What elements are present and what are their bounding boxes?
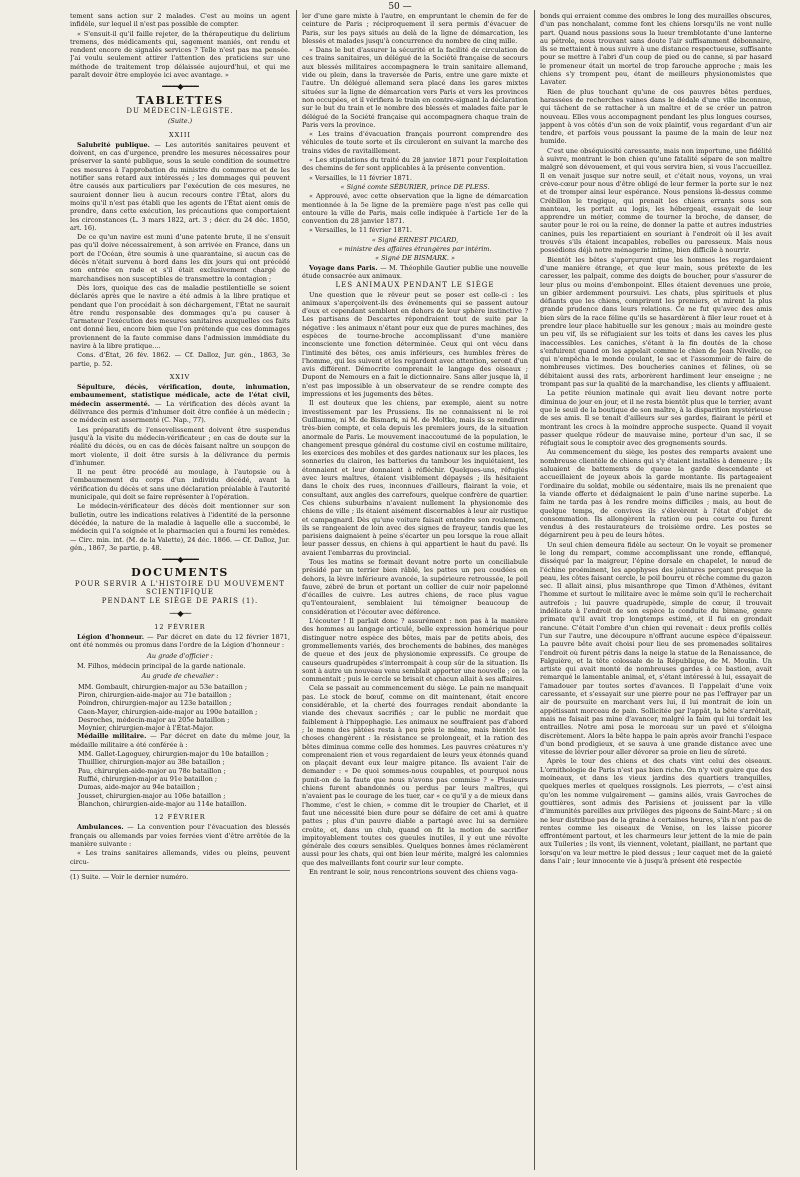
convention-paragraph: « Les trains d'évacuation français pourront comprendre des véhicules de toute sorte et ils circuleront en suivant la marche des trains vides de ravitaillement. <box>302 130 528 155</box>
section-23-paragraph: Salubrité publique. — Les autorités sanitaires peuvent et doivent, en cas d'urgence, prendre les mesures nécessaires pour préserver la santé publique, sous la seule condition de soumettre ces mesures à l'approbation du ministre du commerce et de les notifier sans retard aux intéressés ; les dommages qui peuvent être causés aux particuliers par l'exécution de ces mesures, ne sauraient donner lieu à aucun recours contre l'État, alors du moins qu'il n'est pas établi que les agents de l'État aient omis de prendre, dans cette exécution, les précautions que comportaient les circonstances (L. 3 mars 1822, art. 3 ; décr. du 24 déc. 1850, art. 16). <box>70 140 290 232</box>
tablettes-suite: (Suite.) <box>167 117 193 126</box>
article-paragraph: Bientôt les bêtes s'aperçurent que les hommes les regardaient d'une manière étrange, et que leur main, sous prétexte de les caresser, les palpait, comme des doigts de boucher, pour s'assurer de leur plus ou moins d'embonpoint. Elles étaient devenues une proie, un gibier ardemment poursuivi. Les chats, plus spirituels et plus défiants que les chiens, comprirent les premiers, et mirent la plus grande prudence dans leurs relations. Ce ne fut qu'avec des amis bien sûrs de la race féline qu'ils se hasardèrent à filer leur rouet et à prendre leur place habituelle sur les genoux ; mais au moindre geste un peu vif, ils se réfugiaient sur les toits et dans les caves les plus inaccessibles. Les caniches, s'étant à la fin doutés de la chose s'enfuirent quand on les appelait comme le chien de Jean Nivelle, ce qui n'empêcha le monde coulant, le sac et l'assommoir de faire de nombreuses victimes. Des boucheries canines et félines, où se débitaient aussi des rats, arborèrent hardiment leur enseigne ; ne trompant pas sur la qualité de la marchandise, les clients y affluaient. <box>540 255 772 389</box>
convention-paragraph: ler d'une gare mixte à l'autre, en empruntant le chemin de fer de ceinture de Paris ; réciproquement il sera permis d'évacuer de Paris, sur les pays situés au delà de la ligne de démarcation, les blessés et malades jusqu'à concurrence du nombre de cinq mille. <box>302 12 528 45</box>
section-24-paragraph: Il ne peut être procédé au moulage, à l'autopsie ou à l'embaumement du corps d'un individu décédé, avant la vérification du décès et sans une déclaration préalable à l'autorité municipale, qui doit se faire représenter à l'opération. <box>70 468 290 502</box>
ornament-divider: ━━━━◆━━━━ <box>162 82 198 92</box>
list-item: Blanchon, chirurgien-aide-major au 114e bataillon. <box>78 799 247 808</box>
article-paragraph: L'écouter ! Il parlait donc ? assurément : non pas à la manière des hommes au langage articulé, belle expression homérique pour distinguer notre espèce des bêtes, mais par de petits abois, des grommellements variés, des brochements de babines, des manèges de queue et des jeux de physionomie expressifs. Ce groupe de causeurs quadrupèdes s'interrompait à coup sûr de la situation. Ils sont à autre un nouveau venu semblait apporter une nouvelle ; on la commentait ; puis le cercle se brisait et chacun allait à ses affaires. <box>302 617 528 684</box>
convention-paragraph: « Versailles, le 11 février 1871. <box>309 173 412 182</box>
article-paragraph: Cela se passait au commencement du siège. Le pain ne manquait pas. Le stock de bœuf, comme on dit maintenant, était encore considérable, et la cherté des fourrages rendait abondante la viande des chevaux sacrifiés ; car le public ne mordait que faiblement à l'hippophagie. Les animaux ne souffraient pas d'abord ; le menu des pâtées resta à peu près le même, mais bientôt les choses changèrent : la résistance se prolongeait, et la ration des bêtes diminua comme celle des hommes. Les pauvres créatures n'y comprenaient rien et vous regardaient de leurs yeux étonnés quand on plaçait devant eux leur maigre pitance. Ils avaient l'air de demander : « De quoi sommes-nous coupables, et pourquoi nous punit-on de la faute que nous n'avons pas commise ? » Plusieurs chiens furent abandonnés ou perdus par leurs maîtres, qui n'avaient pas le courage de les tuer, car « ce qu'il y a de mieux dans l'homme, c'est le chien, » comme dit le troupier de Charlet, et il faut une nécessité bien dure pour se défaire de cet ami à quatre pattes ; plus d'un pauvre diable a partagé avec lui sa dernière croûte, et, dans un club, quand on fit la motion de sacrifier impitoyablement toutes ces gueules inutiles, il y eut une révolte générale des cœurs sensibles. Quelques bonnes âmes réclamèrent aussi pour les chats, qui ont bien leur mérite, malgré les calomnies que des malveillants font courir sur leur compte. <box>302 684 528 867</box>
column-rule-left <box>296 10 297 1170</box>
article-paragraph: Au commencement du siège, les postes des remparts avaient une nombreuse clientèle de chiens qui s'y étaient installés à demeure ; ils saluaient de battements de queue la garde descendante et accueillaient de joyeux abois la garde montante. Ils partageaient l'ordinaire du soldat, mobile ou sédentaire, mais ils ne prenaient que la viande offerte et dédaignaient le pain d'une narine superbe. La faim ne tarda pas à les rendre moins difficiles ; mais, au bout de quelque temps, de convives ils s'élevèrent à l'état d'objet de consommation. Ils allongèrent la ration ou peu courte ou furent vendus à des restaurateurs de troisième ordre. Les postes se dégarnirent peu à peu de leurs hôtes. <box>540 448 772 540</box>
tablettes-subtitle: DU MÉDECIN-LÉGISTE. <box>126 106 234 115</box>
animaux-title: LES ANIMAUX PENDANT LE SIÈGE <box>335 281 495 290</box>
legion-paragraph: Légion d'honneur. — Par décret en date du 12 février 1871, ont été nommés ou promus dans l'ordre de la Légion d'honneur : <box>70 633 290 650</box>
section-23-paragraph: De ce qu'un navire est muni d'une patente brute, il ne s'ensuit pas qu'il doive nécessairement, à son arrivée en France, dans un port de l'Océan, être soumis à une quarantaine, si aucun cas de décès n'était survenu à bord dans les dix jours qui ont précédé son entrée en rade et s'il était exclusivement chargé de marchandises non susceptibles de transmettre la contagion ; <box>70 233 290 283</box>
list-item: Caen-Mayer, chirurgien-aide-major au 190e bataillon ; <box>78 707 258 716</box>
section-23-citation: Cons. d'État, 26 fév. 1862. — Cf. Dalloz, Jur. gén., 1863, 3e partie, p. 52. <box>70 351 290 368</box>
grade-officier: Au grade d'officier : <box>147 651 213 660</box>
medaille-lead: Médaille militaire. <box>77 732 147 741</box>
section-24-paragraph: Les préparatifs de l'ensevelissement doivent être suspendus jusqu'à la visite du médecin-vérificateur ; en cas de doute sur la réalité du décès, ou en cas de décès faisant naître un soupçon de mort violente, il doit être sursis à la délivrance du permis d'inhumer. <box>70 425 290 467</box>
article-paragraph: Tous les matins se formait devant notre porte un conciliabule présidé par un terrier bien râblé, les pattes un peu coudées en dehors, la lèvre inférieure avancée, la supérieure retroussée, le poil fauve, zébré de brun et portant un collier de cuir noir papelonné d'écailles de cuivre. Les autres chiens, de race plus vague qu'l'entouraient, semblaient lui témoigner beaucoup de considération et l'écouter avec déférence. <box>302 558 528 616</box>
article-paragraph: Il est douteux que les chiens, par exemple, aient su notre investissement par les Prussiens. Ils ne connaissent ni le roi Guillaume, ni M. de Bismark, ni M. de Moltke, mais ils se rendirent très-bien compte, et cela depuis les premiers jours, de la situation anormale de Paris. Le mouvement inaccoutumé de la population, le changement presque général du costume civil en costume militaire, les exercices des mobiles et des gardes nationaux sur les places, les sonneries du clairon, les batteries du tambour les inquiétaient, les étonnaient et leur donnaient à réfléchir. Quelques-uns, réfugiés avec leurs maîtres, étaient visiblement dépaysés ; ils hésitaient dans le choix des rues, inconnues d'ailleurs, flairant la voie, et consultant, aux angles des carrefours, quelque confrère de quartier. Ces chiens suburbains n'avaient nullement la physionomie des chiens de ville ; ils étaient aisément discernables à leur air rustique et campagnard. Dès qu'une voiture faisait entendre son roulement, ils se rangeaient de loin avec des signes de frayeur, tandis que les parisiens daignaient à peine s'écarter un peu lorsque la roue allait leur passer dessus, en chiens à qui appartient le haut du pavé. Ils avaient l'embarras du provincial. <box>302 399 528 557</box>
list-item: Pau, chirurgien-aide-major au 78e bataillon ; <box>78 766 226 775</box>
footnote: (1) Suite. — Voir le dernier numéro. <box>70 870 290 881</box>
list-item: Moynier, chirurgien-major à l'État-Major. <box>78 724 214 733</box>
column-right <box>540 12 772 1174</box>
voyage-lead: Voyage dans Paris. <box>309 263 378 272</box>
signature: « Signé ERNEST PICARD, <box>371 235 459 244</box>
article-paragraph: Une question que le rêveur peut se poser est celle-ci : les animaux s'aperçoivent-ils des événements qui se passent autour d'eux et cependant semblent en dehors de leur sphère instinctive ? Les partisans de Descartes répondraient tout de suite par la négative : les animaux n'étant pour eux que de pures machines, des espèces de tourne-broche accomplissant d'une manière inconsciente une fonction déterminée. Ceux qui ont vécu dans l'intimité des bêtes, ces amis inférieurs, ces humbles frères de l'homme, qui les suivent et les regardent avec attention, seront d'un avis différent. Démocrite comprenait le langage des oiseaux ; Dupont de Nemours en a fait le dictionnaire. Sans aller jusque là, il n'est pas impossible à un observateur de se rendre compte des impressions et les jugements des bêtes. <box>302 290 528 399</box>
legion-lead: Légion d'honneur. <box>77 633 145 642</box>
page-number: 50 — <box>388 2 412 12</box>
list-item: Desroches, médecin-major au 205e bataillon ; <box>78 715 230 724</box>
documents-subtitle: POUR SERVIR A L'HISTOIRE DU MOUVEMENT SCIENTIFIQUE <box>74 579 286 596</box>
date-heading: 12 FÉVRIER <box>154 813 206 822</box>
documents-subtitle: PENDANT LE SIÈGE DE PARIS (1). <box>101 597 259 606</box>
convention-paragraph: « Dans le but d'assurer la sécurité et la facilité de circulation de ces trains sanitaires, un délégué de la Société française de secours aux blessés militaires accompagnera le train sanitaire allemand, vide ou plein, dans la traversée de Paris, entre une gare mixte et l'autre. Un délégué allemand sera placé dans les gares mixtes situées sur la ligne de démarcation vers Paris et vers les provinces non occupées, et il vérifiera le train en contre-signant la déclaration sur le but du train et le nombre des blessés et malades faite par le délégué de la Société française qui accompagnera chaque train de Paris vers la province. <box>302 46 528 129</box>
tablettes-title: TABLETTES <box>136 93 224 107</box>
article-paragraph: En rentrant le soir, nous rencontrions souvent des chiens vaga- <box>309 867 518 876</box>
convention-paragraph: « Les stipulations du traité du 28 janvier 1871 pour l'exploitation des chemins de fer sont applicables à la présente convention. <box>302 156 528 173</box>
column-rule-right <box>534 10 535 1170</box>
article-paragraph: C'est une obséquiosité caressante, mais non importune, une fidélité à suivre, montrant le bon chien qu'une fatalité sépare de son maître malgré son dévouement, et qui vous servira bien, si vous l'accueillez. Il en venait jusque sur notre seuil, et c'était nous, voyons, un vrai crève-cœur pour nous d'être obligé de leur fermer la porte sur le nez et de tromper ainsi leur espérance. Nous pensions là-dessus comme Crébillon le tragique, qui prenait les chiens errants sous son manteau, les portait au logis, les hébergeait, essayait de leur apprendre un métier, comme de tourner la broche, de danser, de sauter pour le roi ou la reine, de donner la patte et autres industries canines, puis les repartiaient en souriant à l'endroit où il les avait trouvés s'ils étaient incapables, rebelles ou paresseux. Mais nous possédions déjà notre ménagerie intime, bien difficile à nourrir. <box>540 146 772 255</box>
list-item: Dumas, aide-major au 94e bataillon ; <box>78 783 200 792</box>
voyage-paragraph: Voyage dans Paris. — M. Théophile Gautier publie une nouvelle étude consacrée aux animaux. <box>302 263 528 280</box>
section-24-paragraph: Le médecin-vérificateur des décès doit mentionner sur son bulletin, outre les indications relatives à l'identité de la personne décédée, la nature de la maladie à laquelle elle a succombé, le médecin qui l'a soignée et le pharmacien qui a fourni les remèdes. — Circ. min. int. (M. de la Valette), 24 déc. 1866. — Cf. Dalloz, Jur. gén., 1867, 3e partie, p. 48. <box>70 502 290 552</box>
column-middle <box>302 12 528 1174</box>
date-heading: 12 FÉVRIER <box>154 622 206 631</box>
grade-chevalier: Au grade de chevalier : <box>141 672 219 681</box>
list-item: Jousset, chirurgien-major au 106e bataillon ; <box>78 791 226 800</box>
officier-entry: M. Filhos, médecin principal de la garde nationale. <box>77 662 246 671</box>
column-left <box>70 12 290 1174</box>
section-number-24: XXIV <box>169 372 191 381</box>
trains-paragraph: « Les trains sanitaires allemands, vides ou pleins, peuvent circu- <box>70 849 290 866</box>
article-paragraph: Rien de plus touchant qu'une de ces pauvres bêtes perdues, harassées de recherches vaines dans le dédale d'une ville inconnue, qui tâchent de se rattacher à un maître et de se créer un patron nouveau. Elles vous accompagnent pendant les plus longues courses, jappent à vos côtés d'un son de voix plaintif, vous regardant d'un air tendre, et parfois vous poussant la paume de la main de leur nez humide. <box>540 87 772 146</box>
list-item: MM. Gallet-Lagoguey, chirurgien-major du 10e bataillon ; <box>78 750 269 759</box>
intro-paragraph: « S'ensuit-il qu'il faille rejeter, de la thérapeutique du delirium tremens, des médicaments qui, sagement maniés, ont rendu et rendent encore de signalés services ? Telle n'est pas ma pensée. J'ai voulu seulement attirer l'attention des praticiens sur une méthode de traitement trop délaissée aujourd'hui, et qui me paraît devoir être employée ici avec avantage. » <box>70 29 290 80</box>
ornament-divider: ──◆── <box>169 608 191 618</box>
list-item: Thuillier, chirurgien-major au 38e bataillon ; <box>78 758 225 767</box>
list-item: MM. Gombault, chirurgien-major au 53e bataillon ; <box>78 682 248 691</box>
article-paragraph: Un seul chien demeura fidèle au secteur. On le voyait se promener le long du rempart, comme accomplissant une ronde, efflanqué, disséqué par la maigreur, l'épine dorsale en chapelet, le nœud de l'échine proéminent, les apophyses des jointures perçant presque la peau, les côtes faisant cercle, le poil bourru et rêche comme du gazon sec. Il allait ainsi, plus misanthrope que Timon d'Athènes, évitant l'homme et surtout le militaire avec le même soin qu'il le recherchait autrefois ; lui pauvre quadrupède, simple de cœur, il trouvait indélicate à l'endroit de son espèce la conduite du bimane, genre primate qu'il avait trop longtemps estimé, et il fui en grondait rancune. C'était l'ombre d'un chien qui revenait : deux profils collés l'un sur l'autre, une découpure n'offrant aucune espèce d'épaisseur. La pauvre bête avait choisi pour lieu de ses promenades solitaires l'endroit où furent pétris dans la neige la statue de la Renaissance, de Falguière, et la tête colossale de la République, de M. Moulin. Un artiste qui avait monté de nombreuses gardes à ce bastion, avait remarqué le lamentable animal, et, s'étant intéressé à lui, essayait de l'amadouer par toutes sortes d'avances. Il l'appelait d'une voix caressante, et s'essayait sur une pierre pour ne pas l'effrayer par un air de poursuite en marchant vers lui, il lui montrait de loin un appétissant morceau de pain. Sollicitée par l'appât, la bête s'arrêtait, mais ne faisait pas mine d'avancer, malgré la faim qui lui tordait les entrailles. Notre ami posa le morceau sur un pavé et s'éloigna discrètement. Alors la bête happa le pain après avoir franchi l'espace d'un bond prodigieux, et se sauva à une grande distance avec une vitesse de lévrier pour aller dévorer sa proie en lieu de sûreté. <box>540 540 772 757</box>
list-item: Piron, chirurgien-aide-major au 71e bataillon ; <box>78 690 232 699</box>
section-24-lead: Sépulture, décès, vérification, doute, inhumation, embaumement, statistique médicale, acte de l'état civil, médecin assermenté. <box>70 383 290 408</box>
ambulances-lead: Ambulances. <box>77 823 124 832</box>
signature: « Signé DE BISMARK. » <box>375 254 455 263</box>
section-24-paragraph: Sépulture, décès, vérification, doute, inhumation, embaumement, statistique médicale, acte de l'état civil, médecin assermenté. — La vérification des décès avant la délivrance des permis d'inhumer doit être confiée à un médecin ; ce médecin est assermenté (C. Nap., 77). <box>70 383 290 425</box>
article-paragraph: bonds qui erraient comme des ombres le long des murailles obscures, d'un pas nonchalant, comme font les chiens lorsqu'ils ne vont nulle part. Quand nous passions sous la lueur tremblotante d'une lanterne au pétrole, nous trouvant sans doute l'air suffisamment débonnaire, ils se mettaient à nous suivre à une distance respectueuse, suffisante pour se mettre à l'abri d'un coup de pied ou de canne, si par hasard le promeneur était un mortel de trop farouche approche ; mais les chiens s'y trompent peu, étant de meilleurs physionomistes que Lavater. <box>540 12 772 87</box>
article-paragraph: La petite réunion matinale qui avait lieu devant notre porte diminua de jour en jour, et il ne resta bientôt plus que le terrier, avant que le seuil de la boutique de son maître, à la disparition mystérieuse de ses amis. Il se tenait d'ailleurs sur ses gardes, flairant le péril et montrant les crocs à la moindre approche suspecte. Quand il voyait passer quelque rôdeur de mauvaise mine, porteur d'un sac, il se réfugiait sous le comptoir avec des grognements sourds. <box>540 389 772 448</box>
medaille-paragraph: Médaille militaire. — Par décret en date du même jour, la médaille militaire a été conférée à : <box>70 732 290 749</box>
ambulances-paragraph: Ambulances. — La convention pour l'évacuation des blessés français ou allemands par voies ferrées vient d'être arrêtée de la manière suivante : <box>70 823 290 849</box>
list-item: Poindron, chirurgien-major au 123e bataillon ; <box>78 699 232 708</box>
convention-paragraph: « Approuvé, avec cette observation que la ligne de démarcation mentionnée à la 5e ligne de la première page n'est pas celle qui entoure la ville de Paris, mais celle indiquée à l'article 1er de la convention du 28 janvier 1871. <box>302 192 528 226</box>
intro-paragraph: tement sans action sur 2 malades. C'est au moins un agent infidèle, sur lequel il n'est pas possible de compter. <box>70 12 290 29</box>
list-item: Ruffié, chirurgien-major au 91e bataillon ; <box>78 774 218 783</box>
signature: « ministre des affaires étrangères par intérim. <box>338 245 492 254</box>
section-23-paragraph: Dès lors, quoique des cas de maladie pestilentielle se soient déclarés après que le navire a été admis à la libre pratique et pendant que l'on procédait à son déchargement, l'État ne saurait être rendu responsable des dommages qu'a pu causer à l'armateur l'exécution des mesures sanitaires auxquelles ces faits ont donné lieu, encore bien que l'on prétende que ces dommages proviennent de la faute commise dans l'admission immédiate du navire à la libre pratique.... <box>70 283 290 350</box>
convention-paragraph: « Versailles, le 11 février 1871. <box>309 226 412 235</box>
ornament-divider: ━━━━◆━━━━ <box>162 555 198 565</box>
documents-title: DOCUMENTS <box>131 566 229 580</box>
section-number-23: XXIII <box>169 130 191 139</box>
section-23-lead: Salubrité publique. <box>77 140 150 149</box>
article-paragraph: Après le tour des chiens et des chats vint celui des oiseaux. L'ornithologie de Paris n'est pas bien riche. On n'y voit guère que des moineaux, et dans les vieux jardins des quartiers tranquilles, quelques merles et quelques rossignols. Les pierrots, — c'est ainsi qu'on les nomme vulgairement — gamins ailés, vrais Gavroches de gouttières, sont admis des Parisiens et jouissent par la ville d'immunités pareilles aux privilèges des pigeons de Saint-Marc ; si on ne leur distribue pas de la graine à certaines heures, s'ils n'ont pas de rentes comme les oiseaux de Venise, on les laisse picorer effrontément partout, et les charmeurs leur jettent de la mie de pain aux Tuileries ; ils vont, ils viennent, voletant, piaillant, ne partant que lorsqu'on va leur mettre le pied dessus ; leur caquet met de la gaieté dans l'air ; leur innocente vie à jusqu'à présent été respectée <box>540 757 772 865</box>
signature: « Signé comte SÉBURIER, prince DE PLESS. <box>340 182 490 191</box>
